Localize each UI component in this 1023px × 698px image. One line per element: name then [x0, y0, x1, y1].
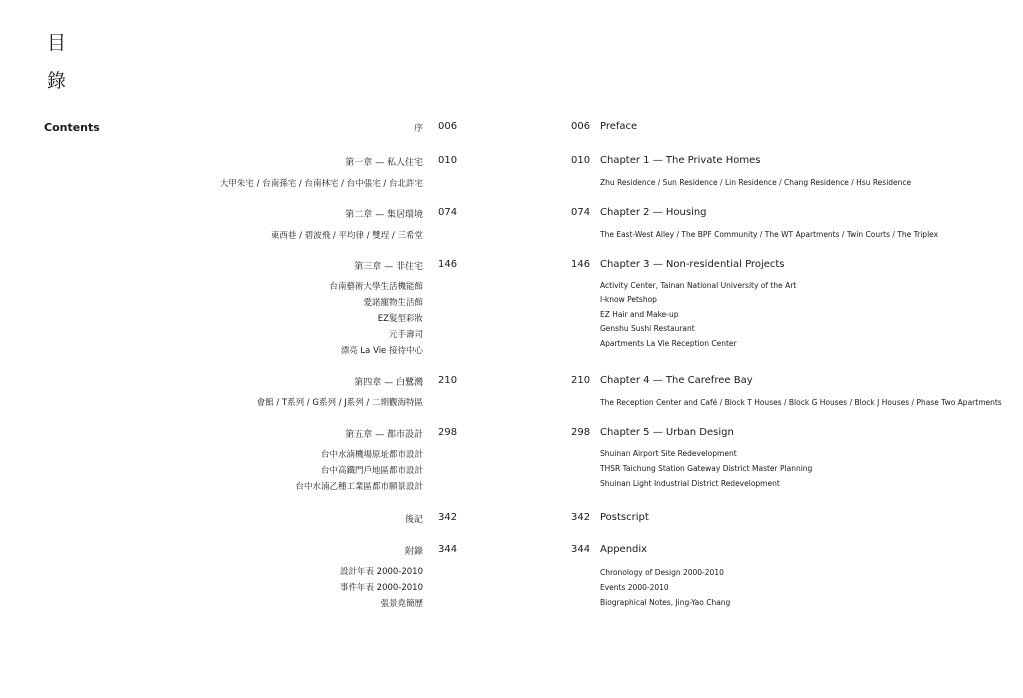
- page-number-right: 210: [571, 375, 591, 386]
- en-item: Biographical Notes, Jing-Yao Chang: [600, 598, 731, 607]
- zh-chapter-title: 第二章 — 集居環境: [345, 210, 423, 220]
- zh-item: 會館 / T系列 / G系列 / J系列 / 二期觀海特區: [256, 398, 423, 408]
- zh-chapter-title: 第一章 — 私人住宅: [345, 158, 423, 168]
- zh-item: 台中水湳機場原址都市設計: [320, 450, 423, 460]
- page-number-right: 344: [571, 544, 591, 555]
- en-item: EZ Hair and Make-up: [600, 310, 679, 319]
- en-item: Zhu Residence / Sun Residence / Lin Residence / Chang Residence / Hsu Residence: [600, 178, 912, 187]
- page-number-left: 298: [438, 427, 458, 438]
- zh-chapter-title: 第四章 — 白鷺灣: [354, 378, 423, 388]
- zh-item: 張景堯簡歷: [380, 599, 423, 609]
- en-chapter-title: Chapter 2 — Housing: [600, 207, 707, 218]
- zh-item: EZ髮型彩妝: [377, 314, 423, 324]
- page-number-right: 006: [571, 121, 591, 132]
- page-number-right: 342: [571, 512, 591, 523]
- en-chapter-title: Postscript: [600, 512, 649, 523]
- en-item: Genshu Sushi Restaurant: [600, 324, 695, 333]
- en-item: The Reception Center and Café / Block T Houses / Block G Houses / Block J Houses / Phase Two Apartments: [600, 398, 1002, 407]
- page-number-left: 344: [438, 544, 458, 555]
- en-chapter-title: Preface: [600, 121, 638, 132]
- en-chapter-title: Appendix: [600, 544, 648, 555]
- en-item: Chronology of Design 2000-2010: [600, 568, 724, 577]
- en-item: Shuinan Light Industrial District Redevelopment: [600, 479, 780, 488]
- zh-item: 台南藝術大學生活機能館: [329, 282, 423, 292]
- page-number-left: 074: [438, 207, 458, 218]
- en-item: I-know Petshop: [600, 295, 657, 304]
- en-item: The East-West Alley / The BPF Community / The WT Apartments / Twin Courts / The Triplex: [600, 230, 939, 239]
- page-number-left: 146: [438, 259, 458, 270]
- en-item: Activity Center, Tainan National University of the Art: [600, 281, 797, 290]
- zh-chapter-title: 後記: [404, 515, 423, 525]
- en-chapter-title: Chapter 5 — Urban Design: [600, 427, 734, 438]
- zh-item: 台中高鐵門戶地區都市設計: [320, 466, 423, 476]
- page-number-left: 010: [438, 155, 458, 166]
- zh-chapter-title: 第三章 — 非住宅: [354, 262, 423, 272]
- zh-item: 大甲朱宅 / 台南孫宅 / 台南林宅 / 台中張宅 / 台北許宅: [219, 179, 423, 189]
- en-item: THSR Taichung Station Gateway District Master Planning: [600, 464, 813, 473]
- title-char-2: 錄: [47, 70, 67, 92]
- page-number-left: 210: [438, 375, 458, 386]
- zh-chapter-title: 序: [413, 124, 423, 134]
- en-item: Shuinan Airport Site Redevelopment: [600, 449, 737, 458]
- title-char-1: 目: [47, 32, 67, 54]
- en-chapter-title: Chapter 4 — The Carefree Bay: [600, 375, 753, 386]
- page-number-right: 074: [571, 207, 591, 218]
- zh-chapter-title: 第五章 — 都市設計: [345, 430, 423, 440]
- zh-item: 元手壽司: [388, 330, 423, 340]
- zh-item: 愛諾寵物生活館: [363, 298, 423, 308]
- zh-item: 台中水湳乙種工業區都市願景設計: [295, 482, 423, 492]
- page-number-right: 298: [571, 427, 591, 438]
- zh-item: 事件年表 2000-2010: [339, 583, 423, 593]
- page-number-right: 010: [571, 155, 591, 166]
- en-item: Events 2000-2010: [600, 583, 669, 592]
- en-chapter-title: Chapter 3 — Non-residential Projects: [600, 259, 785, 270]
- page-number-right: 146: [571, 259, 591, 270]
- en-chapter-title: Chapter 1 — The Private Homes: [600, 155, 761, 166]
- zh-item: 漂亮 La Vie 接待中心: [340, 346, 423, 356]
- zh-item: 東西巷 / 碧波飛 / 平均律 / 雙埕 / 三希堂: [270, 231, 423, 241]
- zh-item: 設計年表 2000-2010: [339, 567, 423, 577]
- page-number-left: 342: [438, 512, 458, 523]
- en-item: Apartments La Vie Reception Center: [600, 339, 737, 348]
- contents-label: Contents: [44, 121, 100, 134]
- zh-chapter-title: 附錄: [404, 547, 423, 557]
- page-number-left: 006: [438, 121, 458, 132]
